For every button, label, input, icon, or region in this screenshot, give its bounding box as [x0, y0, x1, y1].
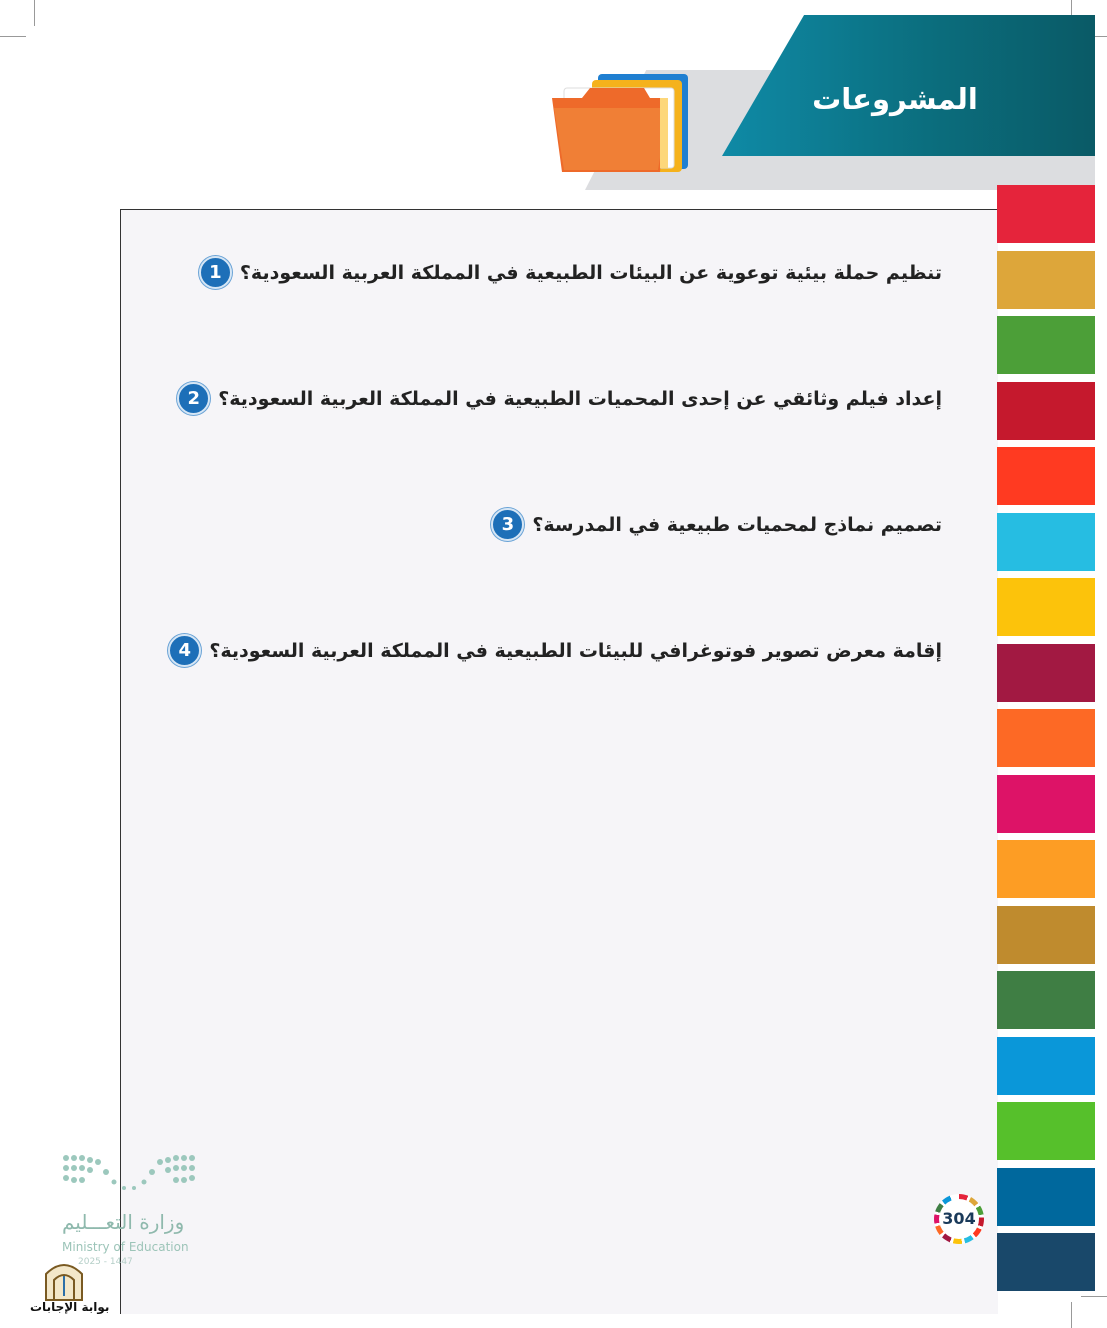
- side-color-tab: [997, 251, 1095, 309]
- side-color-tab: [997, 775, 1095, 833]
- crop-mark: [1071, 1302, 1072, 1328]
- side-color-tab: [997, 971, 1095, 1029]
- question-item: [491, 508, 942, 541]
- gate-watermark-label: بوابة الإجابات: [30, 1300, 110, 1314]
- question-number-badge: 4: [168, 634, 201, 667]
- side-color-tab: [997, 447, 1095, 505]
- side-color-tab: [997, 1233, 1095, 1291]
- ministry-dots-logo: [58, 1152, 200, 1200]
- question-number-badge: 1: [199, 256, 232, 289]
- side-color-tab: [997, 644, 1095, 702]
- question-item: [168, 634, 942, 667]
- projects-panel: [120, 209, 998, 1314]
- question-text: إعداد فيلم وثائقي عن إحدى المحميات الطبيعية في المملكة العربية السعودية؟: [218, 387, 942, 410]
- side-color-tab: [997, 185, 1095, 243]
- side-color-tab: [997, 709, 1095, 767]
- question-text: تصميم نماذج لمحميات طبيعية في المدرسة؟: [532, 513, 942, 536]
- folder-stack-icon: [548, 68, 694, 176]
- crop-mark: [0, 36, 26, 37]
- question-text: تنظيم حملة بيئية توعوية عن البيئات الطبيعية في المملكة العربية السعودية؟: [239, 261, 942, 284]
- page-number-badge: [934, 1194, 984, 1244]
- side-color-tab: [997, 382, 1095, 440]
- side-color-tab: [997, 1037, 1095, 1095]
- page-number: 304: [939, 1199, 979, 1239]
- crop-mark: [34, 0, 35, 26]
- side-color-tab: [997, 578, 1095, 636]
- question-item: [199, 256, 942, 289]
- side-color-tab: [997, 1102, 1095, 1160]
- question-number-badge: 2: [177, 382, 210, 415]
- ministry-year: 2025 - 1447: [78, 1257, 133, 1267]
- side-color-tab: [997, 1168, 1095, 1226]
- ministry-name-english: Ministry of Education: [62, 1240, 189, 1254]
- ministry-name-arabic: وزارة التعـــليم: [62, 1210, 185, 1234]
- page-title: المشروعات: [812, 82, 978, 116]
- side-color-tab: [997, 906, 1095, 964]
- question-item: [177, 382, 942, 415]
- gate-watermark-icon: [40, 1256, 88, 1304]
- side-color-tab: [997, 840, 1095, 898]
- question-text: إقامة معرض تصوير فوتوغرافي للبيئات الطبيعية في المملكة العربية السعودية؟: [209, 639, 942, 662]
- question-number-badge: 3: [491, 508, 524, 541]
- crop-mark: [1081, 1296, 1107, 1297]
- side-color-tab: [997, 316, 1095, 374]
- side-color-tab: [997, 513, 1095, 571]
